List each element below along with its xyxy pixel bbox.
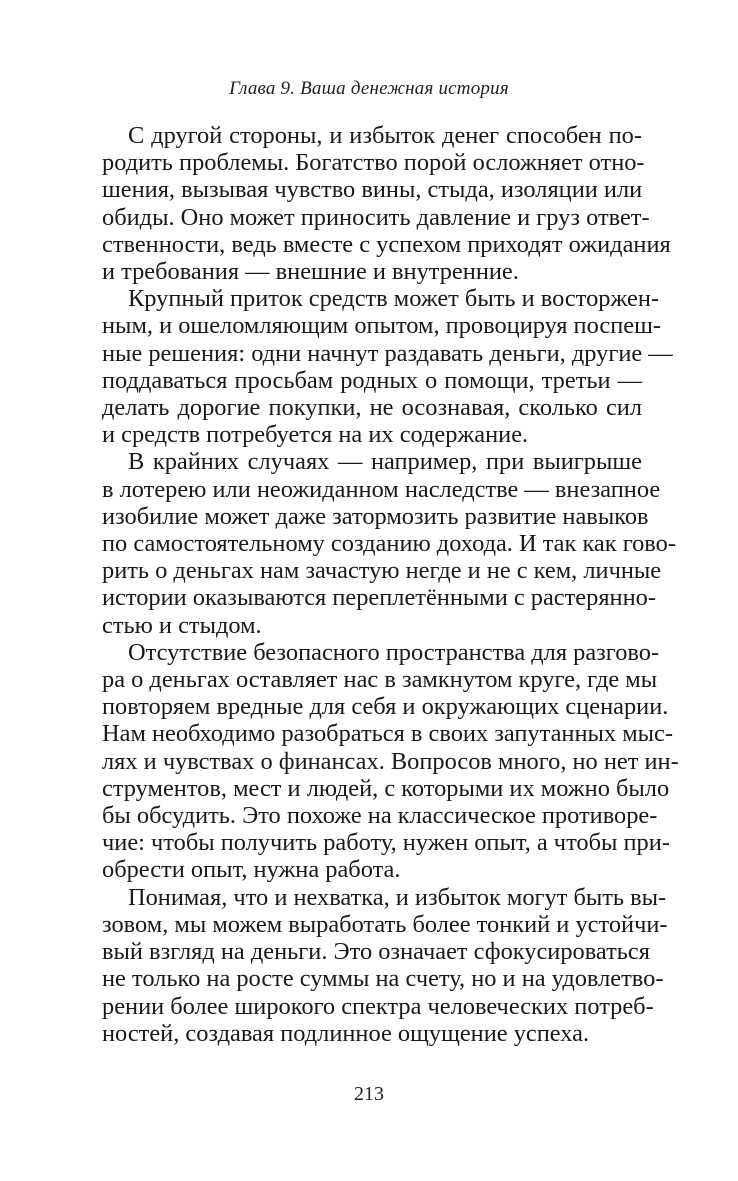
text-line: рить о деньгах нам зачастую негде и не с кем, личные: [102, 557, 662, 585]
text-line: обрести опыт, нужна работа.: [102, 856, 401, 884]
text-line: вый взгляд на деньги. Это означает сфокусироваться: [102, 938, 650, 966]
text-line: ным, и ошеломляющим опытом, провоцируя поспеш-: [102, 312, 662, 340]
text-line: и средств потребуется на их содержание.: [102, 421, 529, 449]
text-line: по самостоятельному созданию дохода. И так как гово-: [102, 530, 676, 558]
text-line: не только на росте суммы на счету, но и на удовлетво-: [102, 965, 664, 993]
text-line: Понимая, что и нехватка, и избыток могут быть вы-: [128, 883, 667, 911]
body-text: [102, 122, 679, 1047]
text-line: и требования — внешние и внутренние.: [102, 258, 519, 286]
paragraph: [102, 122, 671, 286]
text-line: С другой стороны, и избыток денег способен по-: [128, 122, 642, 149]
text-line: поддаваться просьбам родных о помощи, третьи —: [102, 366, 642, 394]
text-line: ные решения: одни начнут раздавать деньги, другие —: [102, 339, 673, 367]
text-line: изобилие может даже затормозить развитие навыков: [102, 502, 649, 530]
paragraph: [102, 285, 673, 449]
text-line: рении более широкого спектра человеческих потреб-: [102, 992, 654, 1020]
text-line: в лотерею или неожиданном наследстве — внезапное: [102, 475, 661, 503]
text-line: ра о деньгах оставляет нас в замкнутом круге, где мы: [102, 666, 658, 694]
text-line: зовом, мы можем выработать более тонкий и устойчи-: [102, 910, 668, 938]
text-line: Отсутствие безопасного пространства для разгово-: [128, 638, 660, 666]
text-line: обиды. Оно может приносить давление и груз ответ-: [102, 203, 650, 231]
paragraph: [102, 638, 679, 884]
text-line: ственности, ведь вместе с успехом приходят ожидания: [102, 230, 671, 258]
text-line: ностей, создавая подлинное ощущение успеха.: [102, 1019, 590, 1047]
text-line: истории оказываются переплетёнными с растерянно-: [102, 584, 656, 612]
page-number: 213: [354, 1083, 384, 1105]
text-line: родить проблемы. Богатство порой осложняет отно-: [102, 149, 645, 177]
text-line: струментов, мест и людей, с которыми их можно было: [102, 774, 670, 802]
paragraph: [102, 883, 668, 1047]
text-line: делать дорогие покупки, не осознавая, сколько сил: [102, 394, 642, 422]
running-head: Глава 9. Ваша денежная история: [229, 78, 509, 99]
text-line: лях и чувствах о финансах. Вопросов много, но нет ин-: [102, 747, 679, 775]
text-line: шения, вызывая чувство вины, стыда, изоляции или: [102, 176, 643, 204]
text-line: бы обсудить. Это похоже на классическое противоре-: [102, 802, 658, 830]
text-line: стью и стыдом.: [102, 611, 262, 639]
text-line: Нам необходимо разобраться в своих запутанных мыс-: [102, 720, 673, 748]
text-line: повторяем вредные для себя и окружающих сценарии.: [102, 693, 669, 721]
text-line: Крупный приток средств может быть и восторжен-: [128, 285, 659, 313]
paragraph: [102, 448, 676, 639]
text-line: чие: чтобы получить работу, нужен опыт, а чтобы при-: [102, 829, 670, 857]
text-line: В крайних случаях — например, при выигрыше: [128, 448, 642, 476]
